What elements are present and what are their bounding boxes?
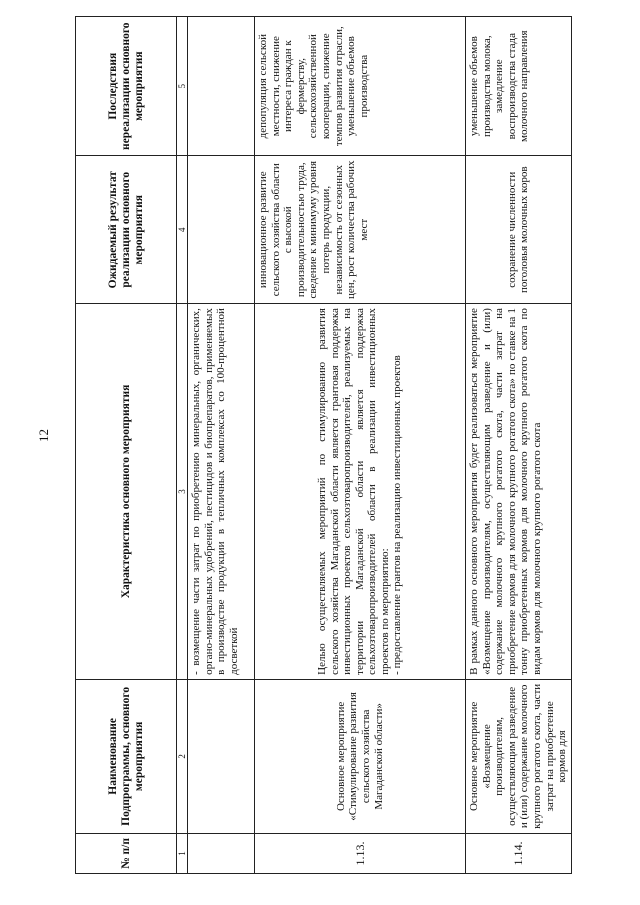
row-name: Основное мероприятие «Стимулирование развития сельского хозяйства Магаданской области» bbox=[255, 679, 466, 833]
row-number: 1.13. bbox=[255, 833, 466, 873]
table-row bbox=[466, 17, 572, 874]
row-number: 1.14. bbox=[466, 833, 572, 873]
row-name bbox=[188, 679, 255, 833]
column-number: 2 bbox=[177, 679, 188, 833]
row-consequences bbox=[188, 17, 255, 156]
header-number: № п/п bbox=[76, 833, 177, 873]
row-description: В рамках данного основного мероприятия будет реализоваться мероприятие «Возмещение производителям, осуществляющим разведение и (или) содержание молочного крупного рогатого скота, части затрат на приобретение кормов для молочного крупного рогатого скота» по ставке на 1 тонну приобретенных кормов для молочного крупного рогатого скота по видам кормов для молочного крупного рогатого скота bbox=[466, 304, 572, 680]
row-consequences: депопуляция сельской местности, снижение интереса граждан к фермерству, сельскохозяйственной кооперации, снижение темпов развития отрасли, уменьшение объемов производства bbox=[255, 17, 466, 156]
row-result bbox=[188, 156, 255, 304]
header-description: Характеристика основного мероприятия bbox=[76, 304, 177, 680]
table-header-row bbox=[76, 17, 177, 874]
column-number: 4 bbox=[177, 156, 188, 304]
table-row bbox=[255, 17, 466, 874]
row-description: Целью осуществляемых мероприятий по стимулированию развития сельского хозяйства Магаданской области является грантовая поддержка инвестиционных проектов сельхозтоваропроизводителей, реализуемых на территории Магаданской области является поддержка сельхозтоваропроизводителей области в реализации инвестиционных проектов по мероприятию: - предоставление грантов на реализацию инвестиционных проектов bbox=[255, 304, 466, 680]
header-consequences: Последствия нереализации основного мероприятия bbox=[76, 17, 177, 156]
column-number-row bbox=[177, 17, 188, 874]
column-number: 1 bbox=[177, 833, 188, 873]
column-number: 5 bbox=[177, 17, 188, 156]
table-row bbox=[188, 17, 255, 874]
header-result: Ожидаемый результат реализации основного мероприятия bbox=[76, 156, 177, 304]
row-name: Основное мероприятие «Возмещение производителям, осуществляющим разведение и (или) содержание молочного крупного рогатого скота, части затрат на приобретение кормов для bbox=[466, 679, 572, 833]
row-description: - возмещение части затрат по приобретению минеральных, органических, органо-минеральных удобрений, пестицидов и биопрепаратов, применяемых в производстве продукции в тепличных комплексах со 100-процентной досветкой bbox=[188, 304, 255, 680]
page-number: 12 bbox=[36, 429, 51, 442]
document-page bbox=[75, 16, 625, 874]
row-number bbox=[188, 833, 255, 873]
row-result: инновационное развитие сельского хозяйства области с высокой производительностью труда, сведение к минимуму уровня потерь продукции, независимость от сезонных цен, рост количества рабочих мест bbox=[255, 156, 466, 304]
row-consequences: уменьшение объемов производства молока, замедление воспроизводства стада молочного направления bbox=[466, 17, 572, 156]
program-measures-table bbox=[75, 16, 572, 874]
header-name: Наименование Подпрограммы, основного мероприятия bbox=[76, 679, 177, 833]
row-result: сохранение численности поголовья молочных коров bbox=[466, 156, 572, 304]
column-number: 3 bbox=[177, 304, 188, 680]
